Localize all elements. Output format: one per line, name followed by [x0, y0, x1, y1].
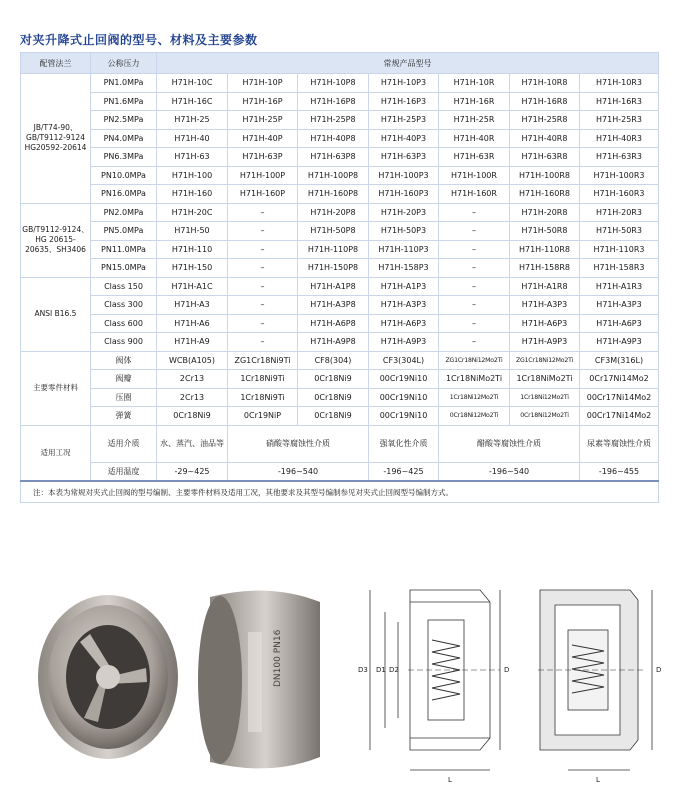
- table-cell: H71H-63P3: [369, 148, 439, 167]
- table-cell: 0Cr18Ni9: [298, 370, 369, 389]
- table-cell: H71H-A6P3: [369, 314, 439, 333]
- table-cell: ZG1Cr18Ni12Mo2Ti: [510, 351, 580, 370]
- table-cell: H71H-160: [157, 185, 228, 204]
- table-cell: -196~455: [580, 462, 659, 481]
- row-label: Class 300: [91, 296, 157, 315]
- table-cell: H71H-20P8: [298, 203, 369, 222]
- row-label: 弹簧: [91, 407, 157, 426]
- table-row: [21, 240, 659, 259]
- table-cell: H71H-110R8: [510, 240, 580, 259]
- row-label: PN1.0MPa: [91, 74, 157, 93]
- row-label: PN2.5MPa: [91, 111, 157, 130]
- table-cell: H71H-110P8: [298, 240, 369, 259]
- table-cell: H71H-A9: [157, 333, 228, 352]
- table-row: [21, 259, 659, 278]
- row-label: PN5.0MPa: [91, 222, 157, 241]
- table-cell: H71H-100R8: [510, 166, 580, 185]
- table-cell: 0Cr18Ni12Mo2Ti: [439, 407, 510, 426]
- table-cell: H71H-A6P8: [298, 314, 369, 333]
- table-row: [21, 333, 659, 352]
- table-cell: -196~540: [228, 462, 369, 481]
- table-cell: H71H-110: [157, 240, 228, 259]
- row-label: Class 600: [91, 314, 157, 333]
- row-label: PN16.0MPa: [91, 185, 157, 204]
- spec-table: [20, 52, 659, 503]
- table-cell: –: [228, 203, 298, 222]
- table-cell: 1Cr18NiMo2Ti: [439, 370, 510, 389]
- table-cell: H71H-A6P3: [580, 314, 659, 333]
- table-cell: H71H-A3P3: [580, 296, 659, 315]
- table-cell: H71H-16R: [439, 92, 510, 111]
- table-row: [21, 407, 659, 426]
- table-cell: H71H-A1R8: [510, 277, 580, 296]
- table-cell: H71H-20R3: [580, 203, 659, 222]
- table-cell: H71H-40P8: [298, 129, 369, 148]
- table-row: [21, 462, 659, 481]
- row-label: 阀体: [91, 351, 157, 370]
- table-cell: H71H-100R3: [580, 166, 659, 185]
- group-label: GB/T9112-9124、HG 20615-20635、SH3406: [21, 203, 91, 277]
- table-row: [21, 92, 659, 111]
- table-cell: H71H-A9P3: [580, 333, 659, 352]
- header-pressure: 公称压力: [91, 53, 157, 74]
- table-cell: –: [228, 314, 298, 333]
- table-cell: 0Cr19NiP: [228, 407, 298, 426]
- valve-marking: DN100 PN16: [273, 629, 283, 687]
- table-cell: 0Cr18Ni9: [298, 407, 369, 426]
- table-cell: H71H-20R8: [510, 203, 580, 222]
- table-cell: 00Cr19Ni10: [369, 407, 439, 426]
- table-cell: –: [439, 314, 510, 333]
- table-cell: H71H-25P: [228, 111, 298, 130]
- table-cell: H71H-100R: [439, 166, 510, 185]
- table-cell: –: [228, 240, 298, 259]
- table-cell: 1Cr18Ni9Ti: [228, 370, 298, 389]
- row-label: 压圈: [91, 388, 157, 407]
- dim-l: L: [448, 776, 452, 784]
- row-label: PN2.0MPa: [91, 203, 157, 222]
- table-cell: H71H-160R: [439, 185, 510, 204]
- header-flange: 配管法兰: [21, 53, 91, 74]
- dim-l-right: L: [596, 776, 600, 784]
- table-cell: H71H-160P3: [369, 185, 439, 204]
- table-cell: H71H-A9P3: [510, 333, 580, 352]
- table-cell: H71H-50P8: [298, 222, 369, 241]
- table-row: [21, 296, 659, 315]
- table-cell: H71H-158R3: [580, 259, 659, 278]
- row-label: PN1.6MPa: [91, 92, 157, 111]
- dim-d: D: [504, 666, 510, 674]
- table-cell: H71H-10R: [439, 74, 510, 93]
- table-cell: 2Cr13: [157, 388, 228, 407]
- table-cell: H71H-63R8: [510, 148, 580, 167]
- table-header-row: [21, 53, 659, 74]
- valve-photos: [20, 572, 340, 782]
- table-row: [21, 129, 659, 148]
- row-label: 适用介质: [91, 425, 157, 462]
- table-cell: –: [228, 333, 298, 352]
- table-cell: –: [228, 259, 298, 278]
- table-cell: H71H-40R3: [580, 129, 659, 148]
- table-cell: H71H-A9P8: [298, 333, 369, 352]
- table-cell: 醋酸等腐蚀性介质: [439, 425, 580, 462]
- table-cell: H71H-110R3: [580, 240, 659, 259]
- table-cell: H71H-25: [157, 111, 228, 130]
- row-label: 适用温度: [91, 462, 157, 481]
- table-cell: –: [228, 296, 298, 315]
- table-cell: H71H-A3P3: [369, 296, 439, 315]
- table-cell: 0Cr18Ni12Mo2Ti: [510, 407, 580, 426]
- table-cell: ZG1Cr18Ni12Mo2Ti: [439, 351, 510, 370]
- table-cell: CF8(304): [298, 351, 369, 370]
- row-label: Class 150: [91, 277, 157, 296]
- table-cell: –: [439, 222, 510, 241]
- table-cell: H71H-40R8: [510, 129, 580, 148]
- table-cell: H71H-150: [157, 259, 228, 278]
- table-cell: -196~540: [439, 462, 580, 481]
- table-cell: –: [228, 222, 298, 241]
- group-label: 适用工况: [21, 425, 91, 481]
- table-cell: –: [439, 240, 510, 259]
- table-cell: H71H-10P: [228, 74, 298, 93]
- table-cell: –: [439, 277, 510, 296]
- table-cell: H71H-25R8: [510, 111, 580, 130]
- table-cell: -29~425: [157, 462, 228, 481]
- row-label: 阀瓣: [91, 370, 157, 389]
- table-row: [21, 185, 659, 204]
- table-note: 注：本表为常规对夹式止回阀的型号编制、主要零件材料及适用工况，其他要求及其型号编制参见对夹式止回阀型号编制方式。: [21, 481, 659, 503]
- table-cell: H71H-A1P8: [298, 277, 369, 296]
- table-cell: H71H-10R3: [580, 74, 659, 93]
- table-note-row: [21, 481, 659, 503]
- table-cell: WCB(A105): [157, 351, 228, 370]
- table-cell: 水、蒸汽、油品等: [157, 425, 228, 462]
- table-cell: H71H-10P8: [298, 74, 369, 93]
- table-cell: 尿素等腐蚀性介质: [580, 425, 659, 462]
- table-cell: ZG1Cr18Ni9Ti: [228, 351, 298, 370]
- table-cell: 00Cr19Ni10: [369, 370, 439, 389]
- table-cell: 1Cr18Ni9Ti: [228, 388, 298, 407]
- table-cell: H71H-100P8: [298, 166, 369, 185]
- table-cell: H71H-63R: [439, 148, 510, 167]
- table-cell: H71H-160P: [228, 185, 298, 204]
- table-cell: H71H-158P3: [369, 259, 439, 278]
- table-cell: H71H-A9P3: [369, 333, 439, 352]
- table-cell: H71H-A3P3: [510, 296, 580, 315]
- table-cell: H71H-25P8: [298, 111, 369, 130]
- table-cell: –: [439, 259, 510, 278]
- row-label: PN6.3MPa: [91, 148, 157, 167]
- row-label: PN10.0MPa: [91, 166, 157, 185]
- table-row: [21, 370, 659, 389]
- page-title: 对夹升降式止回阀的型号、材料及主要参数: [20, 33, 258, 47]
- table-cell: H71H-A1R3: [580, 277, 659, 296]
- table-cell: –: [439, 296, 510, 315]
- table-row: [21, 277, 659, 296]
- table-cell: H71H-A6P3: [510, 314, 580, 333]
- table-row: [21, 111, 659, 130]
- table-cell: –: [439, 203, 510, 222]
- dim-d-right: D: [656, 666, 662, 674]
- table-row: [21, 148, 659, 167]
- table-cell: H71H-20C: [157, 203, 228, 222]
- table-cell: H71H-63P: [228, 148, 298, 167]
- group-label: 主要零件材料: [21, 351, 91, 425]
- table-cell: CF3(304L): [369, 351, 439, 370]
- table-cell: H71H-63R3: [580, 148, 659, 167]
- row-label: PN4.0MPa: [91, 129, 157, 148]
- table-cell: -196~425: [369, 462, 439, 481]
- table-cell: H71H-158R8: [510, 259, 580, 278]
- dim-d1: D1: [376, 666, 386, 674]
- table-cell: –: [439, 333, 510, 352]
- table-cell: –: [228, 277, 298, 296]
- table-cell: 1Cr18Ni12Mo2Ti: [439, 388, 510, 407]
- table-cell: H71H-A1C: [157, 277, 228, 296]
- valve-side-photo: [198, 591, 320, 769]
- table-cell: H71H-100P3: [369, 166, 439, 185]
- table-cell: H71H-16P3: [369, 92, 439, 111]
- table-cell: H71H-16C: [157, 92, 228, 111]
- table-cell: H71H-160P8: [298, 185, 369, 204]
- table-cell: H71H-100: [157, 166, 228, 185]
- table-row: [21, 74, 659, 93]
- table-cell: H71H-25R: [439, 111, 510, 130]
- table-cell: H71H-25P3: [369, 111, 439, 130]
- row-label: PN15.0MPa: [91, 259, 157, 278]
- table-cell: H71H-40P: [228, 129, 298, 148]
- valve-drawing: [340, 560, 670, 790]
- table-cell: 强氧化性介质: [369, 425, 439, 462]
- table-cell: H71H-A3P8: [298, 296, 369, 315]
- table-cell: H71H-50: [157, 222, 228, 241]
- table-cell: 0Cr18Ni9: [157, 407, 228, 426]
- table-cell: 00Cr17Ni14Mo2: [580, 407, 659, 426]
- table-cell: H71H-10R8: [510, 74, 580, 93]
- table-cell: 硝酸等腐蚀性介质: [228, 425, 369, 462]
- row-label: Class 900: [91, 333, 157, 352]
- table-cell: H71H-16R8: [510, 92, 580, 111]
- header-models: 常规产品型号: [157, 53, 659, 74]
- valve-front-photo: [38, 595, 178, 759]
- table-cell: H71H-50P3: [369, 222, 439, 241]
- table-cell: 00Cr19Ni10: [369, 388, 439, 407]
- table-cell: H71H-A1P3: [369, 277, 439, 296]
- table-cell: H71H-63: [157, 148, 228, 167]
- table-cell: 2Cr13: [157, 370, 228, 389]
- table-row: [21, 222, 659, 241]
- table-cell: H71H-16P: [228, 92, 298, 111]
- table-cell: H71H-150P8: [298, 259, 369, 278]
- table-row: [21, 203, 659, 222]
- table-cell: H71H-50R8: [510, 222, 580, 241]
- table-cell: H71H-40P3: [369, 129, 439, 148]
- group-label: ANSI B16.5: [21, 277, 91, 351]
- table-cell: 0Cr17Ni14Mo2: [580, 370, 659, 389]
- table-cell: H71H-A3: [157, 296, 228, 315]
- table-cell: H71H-50R3: [580, 222, 659, 241]
- table-cell: H71H-25R3: [580, 111, 659, 130]
- table-cell: H71H-100P: [228, 166, 298, 185]
- table-cell: H71H-160R3: [580, 185, 659, 204]
- table-cell: 00Cr17Ni14Mo2: [580, 388, 659, 407]
- dim-d3: D3: [358, 666, 368, 674]
- table-cell: H71H-40R: [439, 129, 510, 148]
- table-row: [21, 351, 659, 370]
- table-cell: H71H-16R3: [580, 92, 659, 111]
- table-cell: H71H-63P8: [298, 148, 369, 167]
- table-cell: CF3M(316L): [580, 351, 659, 370]
- table-cell: H71H-20P3: [369, 203, 439, 222]
- table-cell: H71H-A6: [157, 314, 228, 333]
- table-row: [21, 425, 659, 462]
- table-cell: H71H-16P8: [298, 92, 369, 111]
- table-cell: H71H-160R8: [510, 185, 580, 204]
- table-cell: H71H-40: [157, 129, 228, 148]
- table-cell: 1Cr18NiMo2Ti: [510, 370, 580, 389]
- row-label: PN11.0MPa: [91, 240, 157, 259]
- table-cell: 1Cr18Ni12Mo2Ti: [510, 388, 580, 407]
- table-cell: H71H-10C: [157, 74, 228, 93]
- table-row: [21, 166, 659, 185]
- table-row: [21, 388, 659, 407]
- table-row: [21, 314, 659, 333]
- group-label: JB/T74-90、GB/T9112-9124 HG20592-20614: [21, 74, 91, 204]
- table-cell: H71H-110P3: [369, 240, 439, 259]
- table-cell: H71H-10P3: [369, 74, 439, 93]
- dim-d2: D2: [389, 666, 399, 674]
- table-cell: 0Cr18Ni9: [298, 388, 369, 407]
